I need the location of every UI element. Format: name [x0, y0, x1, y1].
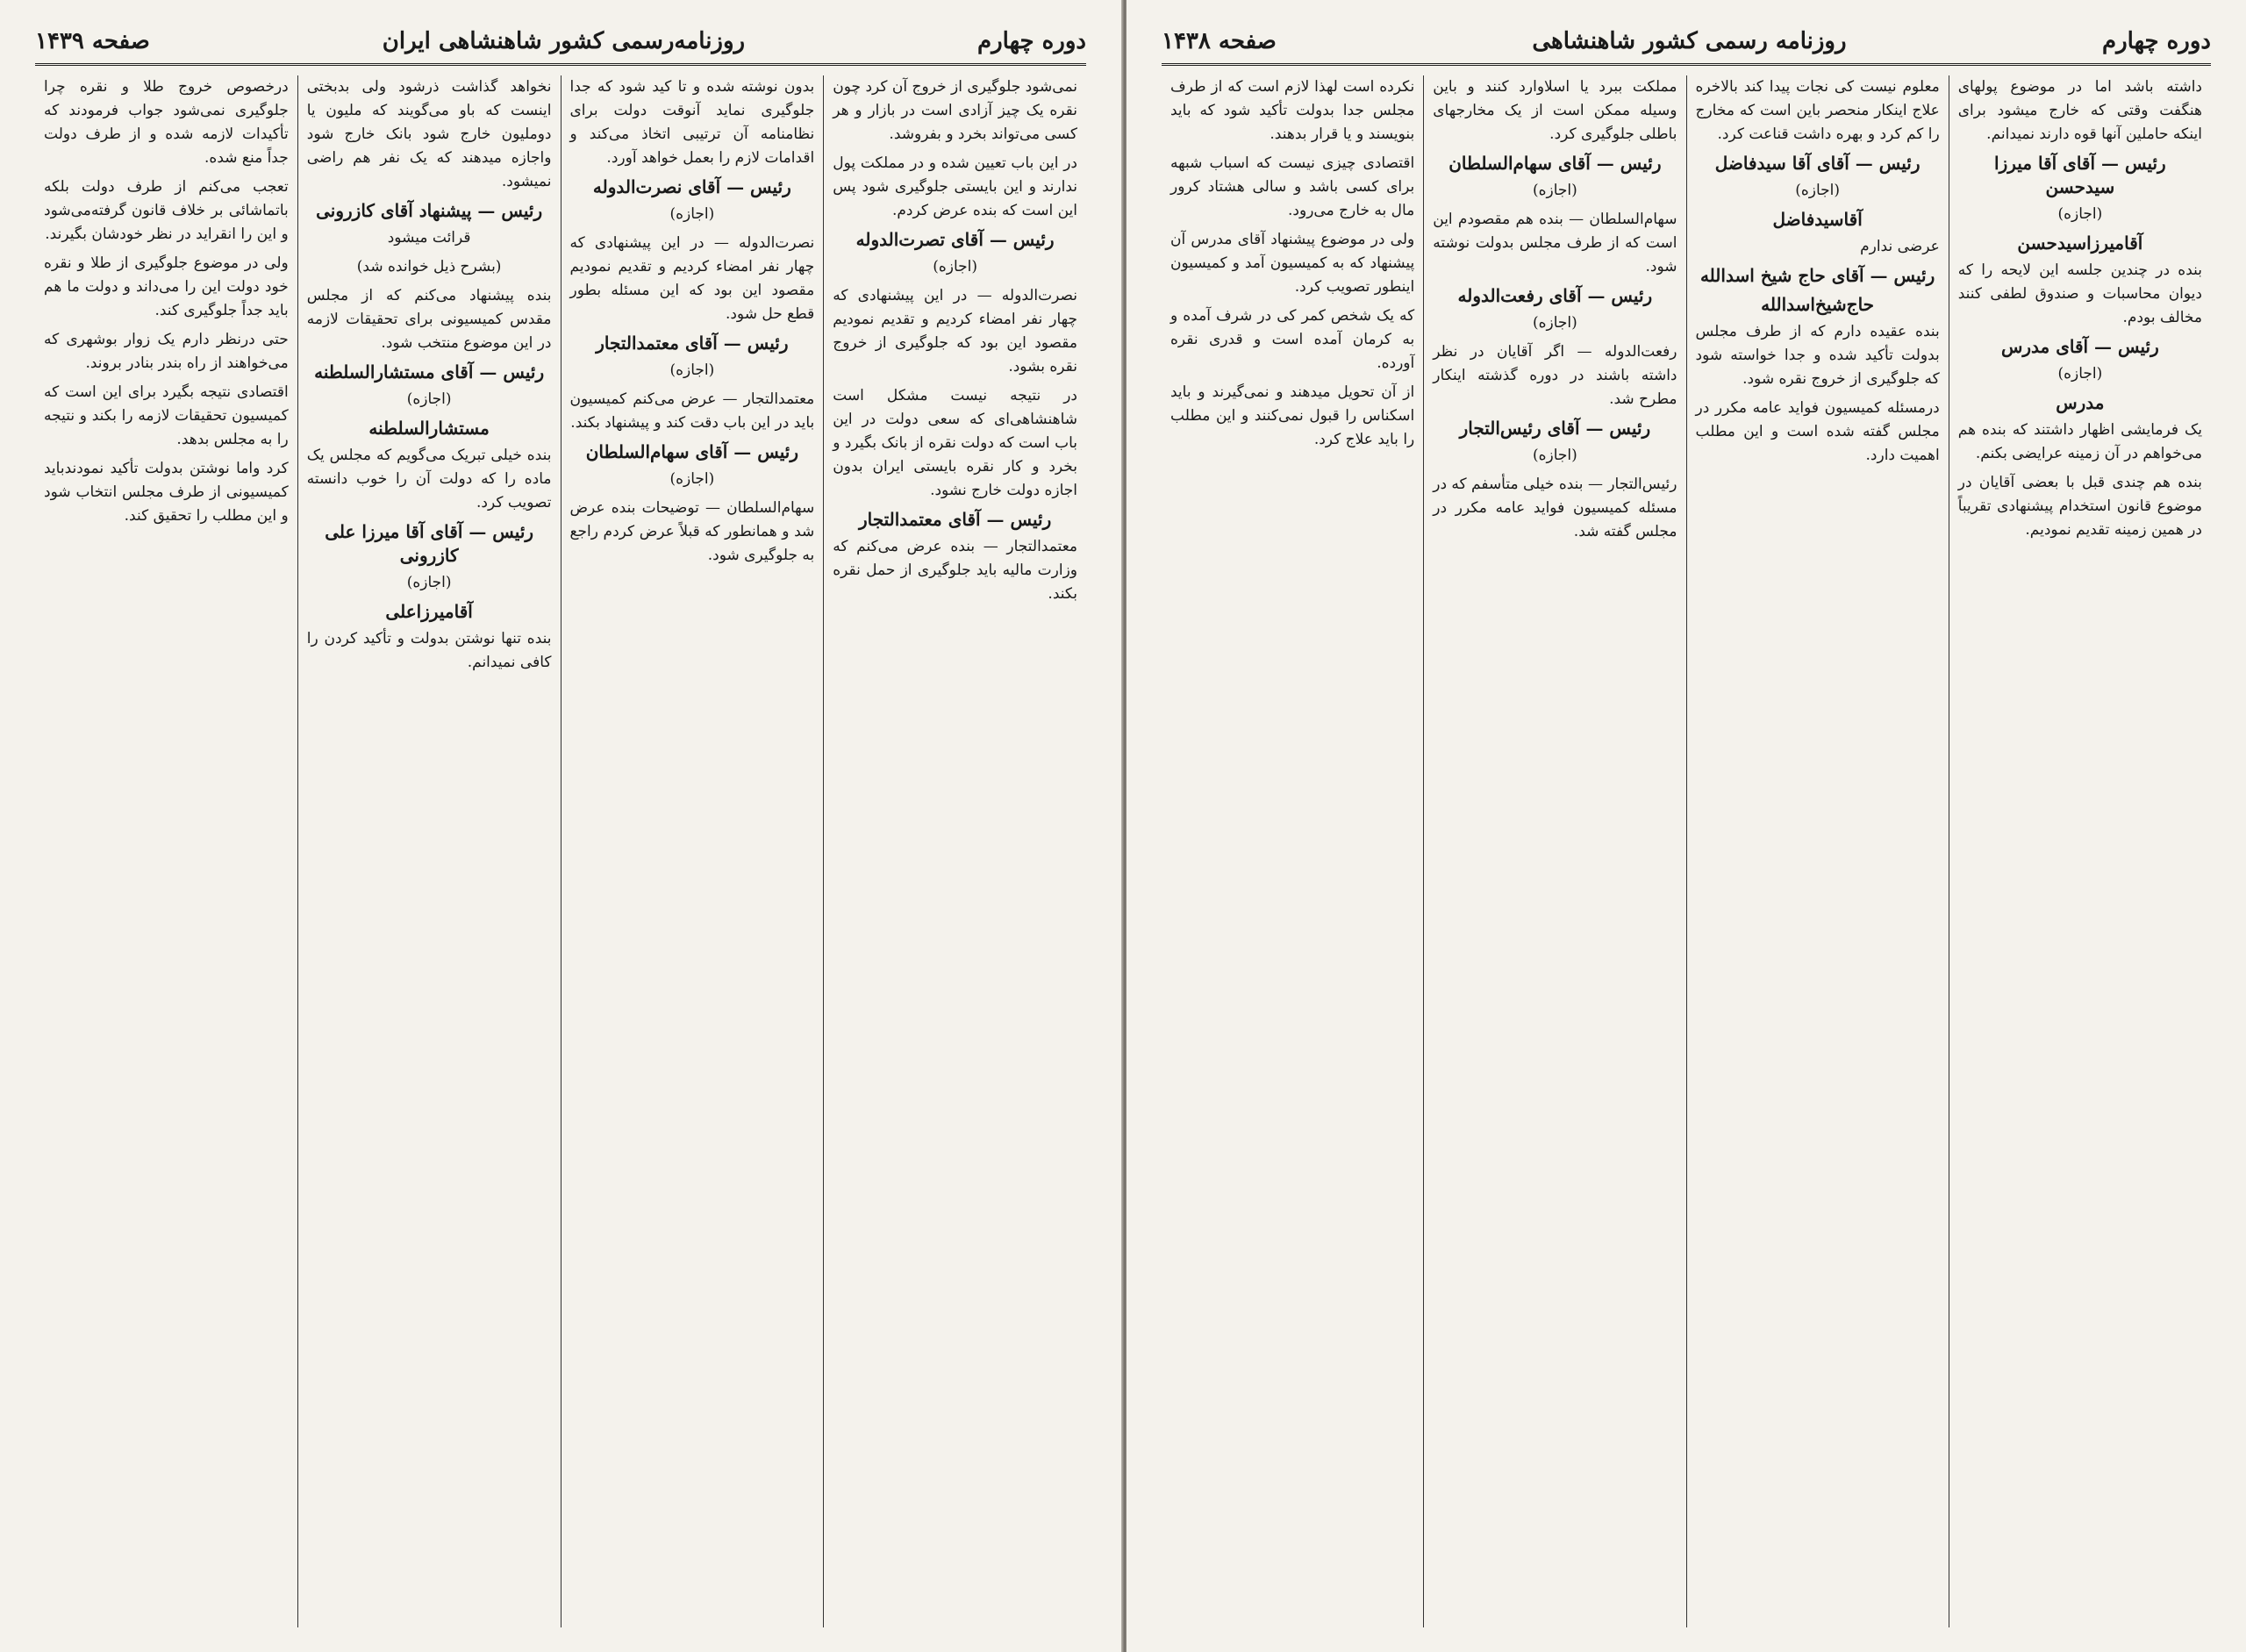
paragraph: مملکت ببرد یا اسلاوارد کنند و باین وسیله ممکن است از یک مخارجهای باطلی جلوگیری کرد. [1433, 78, 1677, 143]
speaker-heading: آقامیرزاسیدحسن [2017, 232, 2143, 254]
left-page-period: دوره چهارم [977, 28, 1086, 54]
paragraph: داشته باشد اما در موضوع پولهای هنگفت وقتی که خارج میشود برای اینکه حاملین آنها قوه دارند نمیدانم. [1957, 78, 2202, 143]
speaker-heading: رئیس — آقای آقا سیدفاضل [1714, 153, 1921, 174]
speaker-heading: رئیس — آقای رئیس‌التجار [1459, 418, 1651, 439]
speaker-heading: رئیس — پیشنهاد آقای کازرونی [316, 200, 543, 221]
right-page-title: روزنامه رسمی کشور شاهنشاهی [1532, 28, 1847, 54]
paragraph: بنده پیشنهاد می‌کنم که از مجلس مقدس کمیسیونی برای تحقیقات لازمه در این موضوع منتخب شود. [306, 287, 552, 352]
paragraph: در این باب تعیین شده و در مملکت پول ندارند و این بایستی جلوگیری شود پس این است که بنده عرض کردم. [833, 154, 1077, 219]
paragraph: کرد واما نوشتن بدولت تأکید نمودندباید کمیسیونی از طرف مجلس انتخاب شود و این مطلب را تحقیق کند. [44, 460, 289, 525]
right-page-column [1686, 75, 1949, 1627]
paragraph: بنده هم چندی قبل با بعضی آقایان در موضوع قانون استخدام پیشنهادی تقریباً در همین زمینه تقدیم نمودیم. [1957, 474, 2202, 539]
paragraph: ولی در موضوع پیشنهاد آقای مدرس آن پیشنهاد که به کمیسیون آمد و کمیسیون اینطور تصویب کرد. [1170, 231, 1415, 296]
paragraph: از آن تحویل میدهند و نمی‌گیرند و باید اسکناس را قبول نمی‌کنند و این مطلب را باید علاج کرد. [1170, 383, 1415, 448]
paragraph: بنده عقیده دارم که از طرف مجلس بدولت تأکید شده و جدا خواسته شود که جلوگیری از خروج نقره شود. [1695, 323, 1940, 388]
left-page-column [35, 75, 297, 1627]
note-line: (اجازه) [1532, 447, 1577, 464]
right-page [1127, 0, 2246, 1652]
left-page-column [297, 75, 561, 1627]
paragraph: معتمدالتجار — بنده عرض می‌کنم که وزارت مالیه باید جلوگیری از حمل نقره بکند. [833, 538, 1077, 603]
paragraph: بنده در چندین جلسه این لایحه را که دیوان محاسبات و صندوق لطفی کنند مخالف بودم. [1957, 261, 2202, 326]
note-line: (اجازه) [669, 361, 715, 379]
speaker-heading: آقاسیدفاضل [1772, 209, 1863, 230]
paragraph: اقتصادی نتیجه بگیرد برای این است که کمیسیون تحقیقات لازمه را بکند و نتیجه را به مجلس بدهد. [44, 383, 289, 448]
speaker-heading: مستشارالسلطنه [368, 418, 490, 439]
paragraph: درمسئله کمیسیون فواید عامه مکرر در مجلس گفته شده است و این مطلب اهمیت دارد. [1695, 399, 1940, 464]
paragraph: حتی درنظر دارم یک زوار بوشهری که می‌خواهند از راه بندر بنادر بروند. [44, 331, 289, 372]
speaker-heading: رئیس — آقای مستشارالسلطنه [314, 361, 545, 383]
paragraph: بدون نوشته شده و تا کید شود که جدا جلوگیری نماید آنوقت دولت برای نظامنامه آن ترتیبی اتخاذ می‌کند و اقدامات لازم را بعمل خواهد آورد. [569, 78, 815, 167]
paragraph: رفعت‌الدوله — اگر آقایان در نظر داشته باشند در دوره گذشته اینکار مطرح شد. [1433, 343, 1677, 408]
note-line: (اجازه) [406, 574, 452, 591]
paragraph: نکرده است لهذا لازم است که از طرف مجلس جدا بدولت تأکید شود که باید بنویسند و یا قرار بدهند. [1170, 78, 1415, 143]
speaker-heading: رئیس — آقای حاج شیخ اسدالله [1699, 265, 1935, 286]
paragraph: نخواهد گذاشت ذرشود ولی بدبختی اینست که باو می‌گویند که ملیون یا دوملیون خارج شود بانک خارج شود واجازه میدهند که یک نفر هم راضی نمیشود. [306, 78, 552, 190]
speaker-heading: رئیس — آقای آقا میرزا علی کازرونی [325, 521, 534, 566]
left-page-header [35, 19, 1086, 66]
paragraph: یک فرمایشی اظهار داشتند که بنده هم می‌خواهم در آن زمینه عرایضی بکنم. [1957, 421, 2202, 462]
left-page-number: صفحه ۱۴۳۹ [35, 28, 150, 54]
note-line: (اجازه) [1532, 314, 1577, 332]
note-line: (اجازه) [2057, 365, 2103, 383]
paragraph: اقتصادی چیزی نیست که اسباب شبهه برای کسی باشد و سالی هشتاد کرور مال به خارج می‌رود. [1170, 154, 1415, 219]
note-line: (بشرح ذیل خوانده شد) [356, 258, 502, 275]
paragraph: سهام‌السلطان — بنده هم مقصودم این است که از طرف مجلس بدولت نوشته شود. [1433, 211, 1677, 275]
paragraph: معتمدالتجار — عرض می‌کنم کمیسیون باید در این باب دقت کند و پیشنهاد بکند. [569, 390, 815, 432]
speaker-heading: رئیس — آقای تصرت‌الدوله [855, 229, 1055, 250]
right-page-column [1162, 75, 1423, 1627]
speaker-heading: رئیس — آقای آقا میرزا سیدحسن [1994, 153, 2166, 197]
note-line: (اجازه) [2057, 205, 2103, 223]
speaker-heading: رئیس — آقای سهام‌السلطان [1448, 153, 1662, 174]
paragraph: در نتیجه نیست مشکل است شاهنشاهی‌ای که سعی دولت در این باب است که دولت نقره از بانک بگیرد و بخرد و کار نقره بایستی ایران بدون اجازه دولت خارج نشود. [833, 387, 1077, 499]
note-line: (اجازه) [1795, 182, 1841, 199]
speaker-heading: رئیس — آقای سهام‌السلطان [585, 441, 798, 462]
speaker-heading: رئیس — آقای مدرس [2000, 336, 2159, 357]
paragraph: تعجب می‌کنم از طرف دولت بلکه باتماشائی بر خلاف قانون گرفته‌می‌شود و این را انقراید در نظر خود‌شان بگیرند. [44, 178, 289, 243]
paragraph: ولی در موضوع جلوگیری از طلا و نقره خود دولت این را می‌داند و دولت ما هم باید جداً جلوگیری کند. [44, 254, 289, 319]
note-line: (اجازه) [1532, 182, 1577, 199]
right-page-header [1162, 19, 2211, 66]
left-page-title: روزنامه‌رسمی کشور شاهنشاهی ایران [382, 28, 746, 54]
speaker-heading: حاج‌شیخ‌اسدالله [1761, 294, 1875, 315]
paragraph: معلوم نیست کی نجات پیدا کند بالاخره علاج اینکار منحصر باین است که مخارج را کم کرد و بهره داشت قناعت کرد. [1695, 78, 1940, 143]
paragraph: بنده خیلی تبریک می‌گویم که مجلس یک ماده را که دولت آن را خوب دانسته تصویب کرد. [306, 447, 552, 511]
right-page-columns [1162, 75, 2211, 1627]
paragraph: عرضی ندارم [1860, 238, 1940, 255]
note-line: (اجازه) [406, 390, 452, 408]
paragraph: نمی‌شود جلوگیری از خروج آن کرد چون نقره یک چیز آزادی است در بازار و هر کسی می‌تواند بخرد و بفروشد. [833, 78, 1077, 143]
right-page-column [1423, 75, 1685, 1627]
note-line: (اجازه) [933, 258, 978, 275]
paragraph: بنده تنها نوشتن بدولت و تأکید کردن را کافی نمیدانم. [306, 630, 552, 671]
note-line: قرائت میشود [387, 229, 471, 247]
note-line: (اجازه) [669, 205, 715, 223]
left-page-column [561, 75, 824, 1627]
speaker-heading: رئیس — آقای معتمدالتجار [858, 509, 1052, 530]
left-page-columns [35, 75, 1086, 1627]
paragraph: رئیس‌التجار — بنده خیلی متأسفم که در مسئله کمیسیون فواید عامه مکرر در مجلس گفته شد. [1433, 476, 1677, 540]
paragraph: نصرت‌الدوله — در این پیشنهادی که چهار نفر امضاء کردیم و تقدیم نمودیم مقصود این بود که جلوگیری از خروج نقره بشود. [833, 287, 1077, 375]
paragraph: سهام‌السلطان — توضیحات بنده عرض شد و همانطور که قبلاً عرض کردم راجع به جلوگیری شود. [569, 499, 815, 564]
right-page-period: دوره چهارم [2102, 28, 2211, 54]
paragraph: نصرت‌الدوله — در این پیشنهادی که چهار نفر امضاء کردیم و تقدیم نمودیم مقصود این بود که این مسئله بطور قطع حل شود. [569, 234, 815, 323]
speaker-heading: رئیس — آقای رفعت‌الدوله [1457, 285, 1653, 306]
note-line: (اجازه) [669, 470, 715, 488]
speaker-heading: مدرس [2056, 392, 2105, 413]
left-page-column [823, 75, 1086, 1627]
speaker-heading: آقامیرزاعلی [385, 601, 473, 622]
right-page-column [1949, 75, 2211, 1627]
paragraph: که یک شخص کمر کی در شرف آمده و به کرمان آمده است و قدری نقره آورده. [1170, 307, 1415, 372]
right-page-number: صفحه ۱۴۳۸ [1162, 28, 1277, 54]
speaker-heading: رئیس — آقای معتمدالتجار [596, 333, 789, 354]
speaker-heading: رئیس — آقای نصرت‌الدوله [592, 176, 791, 197]
paragraph: درخصوص خروج طلا و نقره چرا جلوگیری نمی‌شود جواب فرمودند که تأکیدات لازمه شده و از طرف دولت جداً منع شده. [44, 78, 289, 167]
